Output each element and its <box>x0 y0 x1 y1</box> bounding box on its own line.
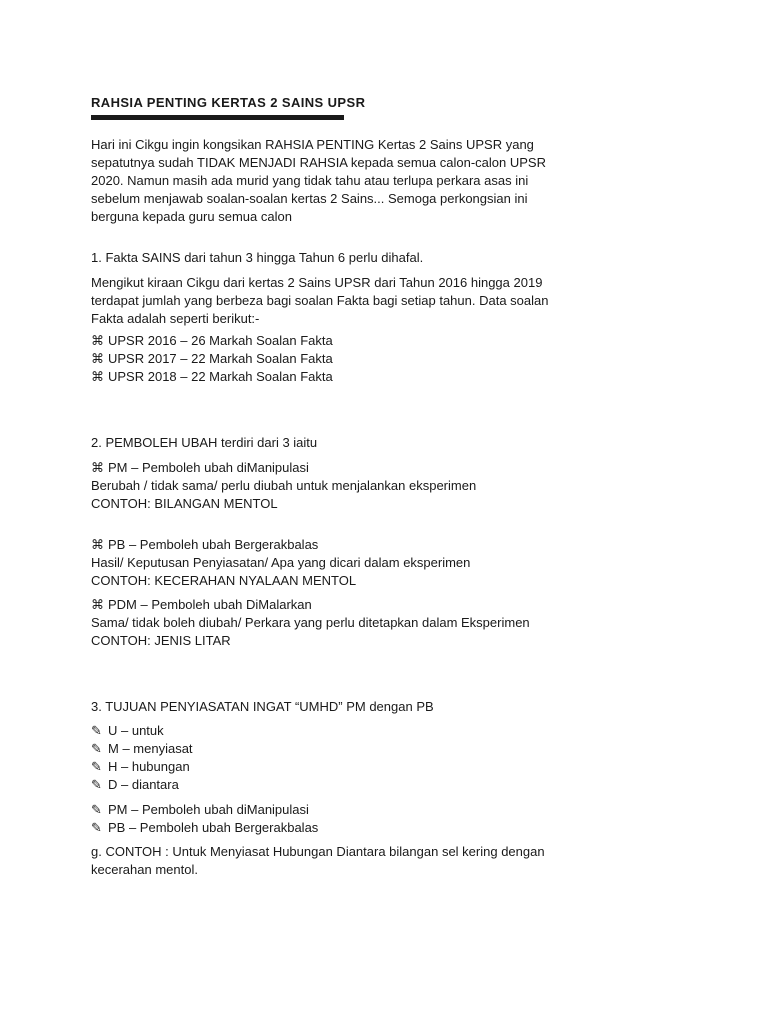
list-item <box>91 776 691 794</box>
pencil-icon: ✎ <box>91 723 102 738</box>
command-icon: ⌘ <box>91 333 104 348</box>
section-3-heading: 3. TUJUAN PENYIASATAN INGAT “UMHD” PM dengan PB <box>91 699 434 714</box>
list-item-text: PB – Pemboleh ubah Bergerakbalas <box>108 820 319 835</box>
pencil-icon: ✎ <box>91 741 102 756</box>
section-2-heading: 2. PEMBOLEH UBAH terdiri dari 3 iaitu <box>91 435 318 450</box>
example-line: kecerahan mentol. <box>91 862 198 877</box>
section-1-paragraph <box>91 274 691 328</box>
list-item-text: PM – Pemboleh ubah diManipulasi <box>108 802 309 817</box>
list-item-text: UPSR 2017 – 22 Markah Soalan Fakta <box>108 351 333 366</box>
variable-title-text: PDM – Pemboleh ubah DiMalarkan <box>108 597 312 612</box>
variable-example: CONTOH: KECERAHAN NYALAAN MENTOL <box>91 573 357 588</box>
pencil-icon: ✎ <box>91 777 102 792</box>
list-item-text: UPSR 2016 – 26 Markah Soalan Fakta <box>108 333 333 348</box>
variable-example: CONTOH: JENIS LITAR <box>91 633 231 648</box>
list-item-text: H – hubungan <box>108 759 190 774</box>
intro-line: sepatutnya sudah TIDAK MENJADI RAHSIA kepada semua calon-calon UPSR <box>91 155 546 170</box>
list-item-text: UPSR 2018 – 22 Markah Soalan Fakta <box>108 369 333 384</box>
intro-line: sebelum menjawab soalan-soalan kertas 2 Sains... Semoga perkongsian ini <box>91 191 528 206</box>
pencil-icon: ✎ <box>91 802 102 817</box>
list-item <box>91 722 691 740</box>
intro-line: 2020. Namun masih ada murid yang tidak tahu atau terlupa perkara asas ini <box>91 173 529 188</box>
section-1-heading: 1. Fakta SAINS dari tahun 3 hingga Tahun 6 perlu dihafal. <box>91 250 424 265</box>
list-item-text: U – untuk <box>108 723 164 738</box>
list-item <box>91 740 691 758</box>
list-item-text: M – menyiasat <box>108 741 193 756</box>
list-item <box>91 332 691 350</box>
list-item <box>91 350 691 368</box>
section-3-list-b <box>91 801 691 837</box>
list-item <box>91 758 691 776</box>
list-item-text: D – diantara <box>108 777 179 792</box>
list-item <box>91 801 691 819</box>
command-icon: ⌘ <box>91 537 104 552</box>
intro-paragraph <box>91 136 691 226</box>
variable-example: CONTOH: BILANGAN MENTOL <box>91 496 278 511</box>
paragraph-line: Fakta adalah seperti berikut:- <box>91 311 260 326</box>
section-1-list <box>91 332 691 386</box>
example-line: g. CONTOH : Untuk Menyiasat Hubungan Diantara bilangan sel kering dengan <box>91 844 545 859</box>
list-item <box>91 368 691 386</box>
variable-title <box>91 596 691 614</box>
variable-pm <box>91 459 691 513</box>
pencil-icon: ✎ <box>91 759 102 774</box>
title-underline <box>91 115 344 120</box>
variable-pdm <box>91 596 691 650</box>
paragraph-line: terdapat jumlah yang berbeza bagi soalan Fakta bagi setiap tahun. Data soalan <box>91 293 549 308</box>
section-3-list-a <box>91 722 691 794</box>
variable-desc: Hasil/ Keputusan Penyiasatan/ Apa yang dicari dalam eksperimen <box>91 555 471 570</box>
variable-desc: Sama/ tidak boleh diubah/ Perkara yang perlu ditetapkan dalam Eksperimen <box>91 615 530 630</box>
list-item <box>91 819 691 837</box>
command-icon: ⌘ <box>91 351 104 366</box>
paragraph-line: Mengikut kiraan Cikgu dari kertas 2 Sains UPSR dari Tahun 2016 hingga 2019 <box>91 275 543 290</box>
command-icon: ⌘ <box>91 369 104 384</box>
doc-title-block <box>91 94 691 120</box>
variable-title <box>91 459 691 477</box>
command-icon: ⌘ <box>91 597 104 612</box>
command-icon: ⌘ <box>91 460 104 475</box>
variable-title-text: PM – Pemboleh ubah diManipulasi <box>108 460 309 475</box>
pencil-icon: ✎ <box>91 820 102 835</box>
variable-title <box>91 536 691 554</box>
intro-line: Hari ini Cikgu ingin kongsikan RAHSIA PENTING Kertas 2 Sains UPSR yang <box>91 137 534 152</box>
intro-line: berguna kepada guru semua calon <box>91 209 292 224</box>
variable-title-text: PB – Pemboleh ubah Bergerakbalas <box>108 537 319 552</box>
doc-title: RAHSIA PENTING KERTAS 2 SAINS UPSR <box>91 95 366 110</box>
variable-pb <box>91 536 691 590</box>
variable-desc: Berubah / tidak sama/ perlu diubah untuk menjalankan eksperimen <box>91 478 477 493</box>
section-3-example <box>91 843 691 879</box>
